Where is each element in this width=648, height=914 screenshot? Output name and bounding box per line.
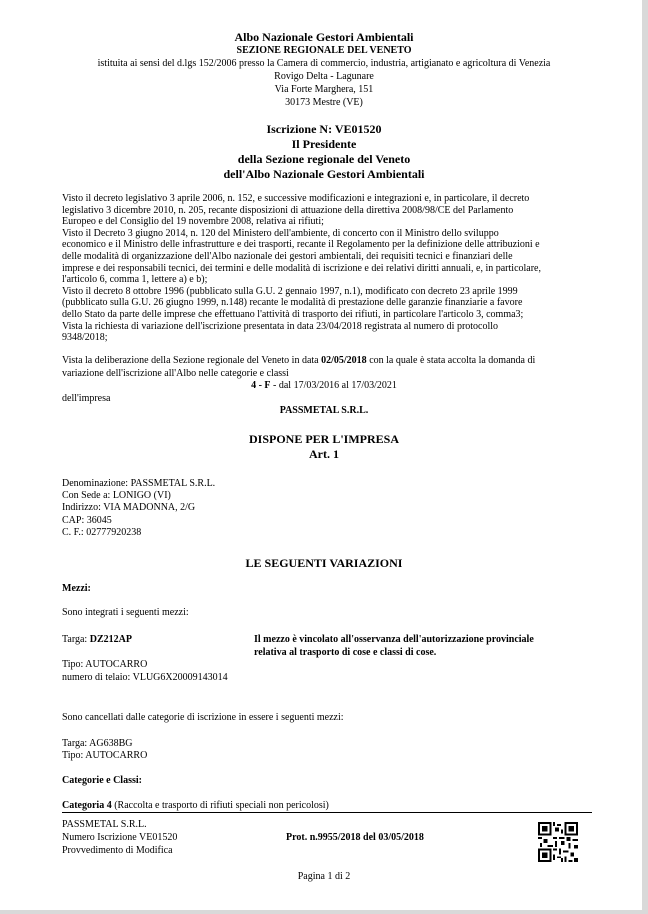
categoria-classe bbox=[0, 380, 648, 391]
cancellati-label: Sono cancellati dalle categorie di iscrizione in essere i seguenti mezzi: bbox=[62, 712, 344, 723]
tipo-cancellato: Tipo: AUTOCARRO bbox=[62, 750, 148, 761]
categoria-description: (Raccolta e trasporto di rifiuti speciali non pericolosi) bbox=[111, 800, 329, 811]
telaio-integrato: numero di telaio: VLUG6X20009143014 bbox=[62, 672, 228, 683]
org-name: Albo Nazionale Gestori Ambientali bbox=[234, 30, 414, 44]
footer-company: PASSMETAL S.R.L. bbox=[62, 819, 147, 830]
address-line-3: 30173 Mestre (VE) bbox=[285, 97, 363, 108]
variazioni-heading: LE SEGUENTI VARIAZIONI bbox=[245, 556, 403, 570]
iscrizione-number: Iscrizione N: VE01520 bbox=[266, 122, 382, 136]
preamble-line: Visto il Decreto 3 giugno 2014, n. 120 del Ministero dell'ambiente, di concerto con il Ministro dello sviluppo bbox=[62, 227, 499, 239]
targa-cancellata: Targa: AG638BG bbox=[62, 738, 133, 749]
preamble-text bbox=[62, 193, 586, 344]
preamble-line: Visto il decreto legislativo 3 aprile 2006, n. 152, e successive modificazioni e integrazioni e, in particolare, il decreto bbox=[62, 193, 530, 204]
categoria-number: Categoria 4 bbox=[62, 800, 112, 811]
mezzi-label: Mezzi: bbox=[62, 583, 91, 594]
preamble-line: Vista la richiesta di variazione dell'iscrizione presentata in data 23/04/2018 registrata al numero di protocollo bbox=[62, 320, 499, 332]
preamble-line: Visto il decreto 8 ottobre 1996 (pubblicato sulla G.U. 2 gennaio 1997, n.1), modificato con decreto 23 aprile 1999 bbox=[62, 285, 518, 297]
dispone-heading: DISPONE PER L'IMPRESA bbox=[248, 432, 400, 446]
albo-title: dell'Albo Nazionale Gestori Ambientali bbox=[223, 167, 425, 181]
address-line-2: Via Forte Marghera, 151 bbox=[274, 84, 374, 95]
preamble-line: l'articolo 6, comma 1, lettere a) e b); bbox=[62, 274, 208, 286]
targa-integrata bbox=[62, 634, 132, 645]
preamble-line: 9348/2018; bbox=[62, 332, 108, 344]
targa-value: DZ212AP bbox=[89, 634, 132, 645]
tipo-integrato: Tipo: AUTOCARRO bbox=[62, 659, 148, 670]
preamble-line: legislativo 3 dicembre 2010, n. 205, recante disposizioni di attuazione della direttiva 2008/98/CE del Parlamento bbox=[62, 204, 514, 216]
indirizzo: Indirizzo: VIA MADONNA, 2/G bbox=[62, 502, 196, 513]
denominazione: Denominazione: PASSMETAL S.R.L. bbox=[62, 478, 216, 489]
page-edge-bottom bbox=[0, 910, 648, 914]
cap: CAP: 36045 bbox=[62, 515, 112, 526]
footer-protocol: Prot. n.9955/2018 del 03/05/2018 bbox=[286, 832, 424, 843]
delibera-post: con la quale è stata accolta la domanda di bbox=[366, 355, 536, 366]
integrati-label: Sono integrati i seguenti mezzi: bbox=[62, 607, 189, 618]
preamble-line: delle modalità di organizzazione dell'Albo nazionale dei gestori ambientali, dei requisiti tecnici e finanziari delle bbox=[62, 250, 513, 262]
sede: Con Sede a: LONIGO (VI) bbox=[62, 490, 171, 501]
page-number: Pagina 1 di 2 bbox=[297, 871, 351, 882]
impresa-label: dell'impresa bbox=[62, 393, 111, 404]
footer-provvedimento: Provvedimento di Modifica bbox=[62, 845, 173, 856]
qr-code bbox=[538, 820, 578, 864]
footer-divider bbox=[62, 812, 592, 813]
delibera-line-2: variazione dell'iscrizione all'Albo nelle categorie e classi bbox=[62, 368, 289, 379]
preamble-line: (pubblicato sulla G.U. 26 giugno 1999, n.148) recante le modalità di prestazione delle garanzie finanziarie a favore bbox=[62, 297, 523, 309]
vincolo-line-1: Il mezzo è vincolato all'osservanza dell'autorizzazione provinciale bbox=[254, 634, 534, 645]
categorie-label: Categorie e Classi: bbox=[62, 775, 142, 786]
preamble-line: economico e il Ministro delle infrastrutture e dei trasporti, recante il Regolamento per la definizione delle attribuzioni e bbox=[62, 239, 540, 251]
delibera-date: 02/05/2018 bbox=[321, 355, 367, 366]
codice-fiscale: C. F.: 02777920238 bbox=[62, 527, 142, 538]
delibera-line-1 bbox=[62, 355, 535, 366]
sezione-title: della Sezione regionale del Veneto bbox=[237, 152, 411, 166]
categoria-classe-dates: - dal 17/03/2016 al 17/03/2021 bbox=[270, 380, 397, 391]
categoria-classe-code: 4 - F bbox=[251, 380, 271, 391]
presidente-title: Il Presidente bbox=[291, 137, 357, 151]
section-name: SEZIONE REGIONALE DEL VENETO bbox=[236, 45, 412, 56]
targa-label: Targa: bbox=[62, 634, 90, 645]
vincolo-line-2: relativa al trasporto di cose e classi di cose. bbox=[254, 647, 437, 658]
article-number: Art. 1 bbox=[309, 447, 339, 461]
preamble-line: imprese e dei responsabili tecnici, dei termini e delle modalità di iscrizione e dei relativi diritti annuali, e, in particolare, bbox=[62, 262, 541, 274]
istituita-line: istituita ai sensi del d.lgs 152/2006 presso la Camera di commercio, industria, artigianato e agricoltura di Venezia bbox=[97, 58, 551, 69]
footer-numero: Numero Iscrizione VE01520 bbox=[62, 832, 178, 843]
categoria-line bbox=[62, 800, 329, 811]
address-line-1: Rovigo Delta - Lagunare bbox=[274, 71, 374, 82]
preamble-line: dello Stato da parte delle imprese che effettuano l'attività di trasporto dei rifiuti, in particolare l'articolo 3, comma3; bbox=[62, 308, 524, 320]
delibera-pre: Vista la deliberazione della Sezione regionale del Veneto in data bbox=[62, 355, 322, 366]
preamble-line: Europeo e del Consiglio del 19 novembre 2008, relativa ai rifiuti; bbox=[62, 216, 324, 228]
impresa-name: PASSMETAL S.R.L. bbox=[279, 405, 369, 416]
